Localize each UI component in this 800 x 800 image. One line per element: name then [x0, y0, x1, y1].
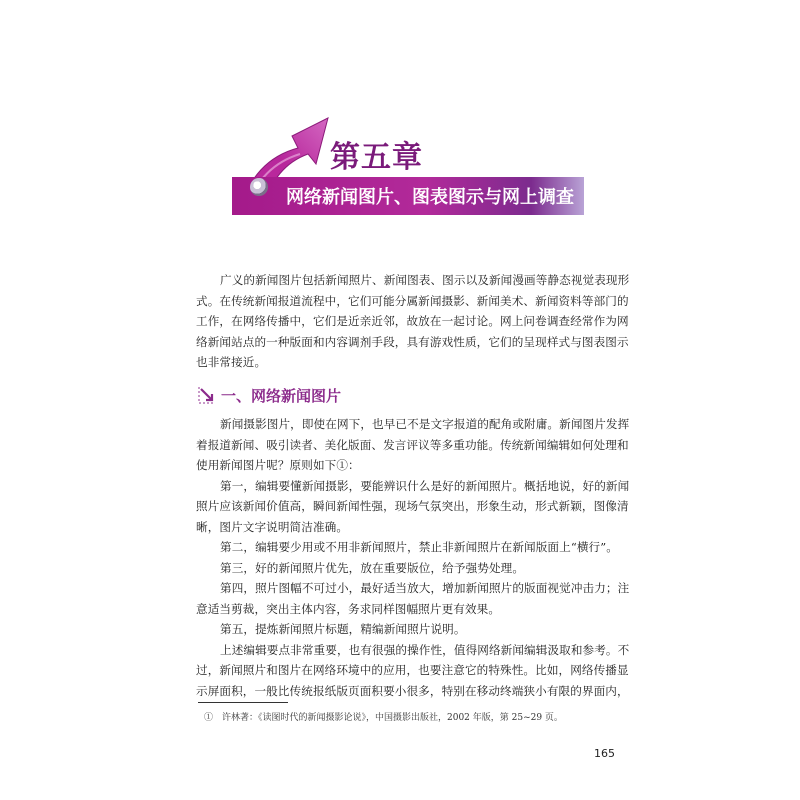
- text-line: 第一，编辑要懂新闻摄影，要能辨识什么是好的新闻照片。概括地说，好的新闻: [220, 478, 630, 493]
- chapter-title: 网络新闻图片、图表图示与网上调查: [286, 187, 574, 208]
- text-line: 第四，照片图幅不可过小，最好适当放大，增加新闻照片的版面视觉冲击力；注: [220, 581, 630, 595]
- text-line: 使用新闻图片呢？原则如下①：: [196, 458, 360, 472]
- footnote-divider: [198, 702, 288, 703]
- text-line: 过，新闻照片和图片在网络环境中的应用，也要注意它的特殊性。比如，网络传播显: [196, 663, 629, 677]
- text-line: 第二，编辑要少用或不用非新闻照片，禁止非新闻照片在新闻版面上“横行”。: [220, 540, 618, 554]
- corner-arrow-icon: [197, 385, 217, 405]
- text-line: 式。在传统新闻报道流程中，它们可能分属新闻摄影、新闻美术、新闻资料等部门的: [196, 293, 629, 308]
- chapter-number: 第五章: [330, 140, 423, 175]
- text-line: 工作，在网络传播中，它们是近亲近邻，故放在一起讨论。网上问卷调查经常作为网: [196, 314, 629, 328]
- text-line: 晰，图片文字说明简洁准确。: [196, 519, 349, 534]
- text-line: 示屏面积，一般比传统报纸版页面积要小很多，特别在移动终端狭小有限的界面内，: [196, 683, 629, 698]
- section-heading: [197, 384, 341, 406]
- body-text: [196, 414, 630, 701]
- text-line: 意适当剪裁，突出主体内容，务求同样图幅照片更有效果。: [196, 601, 501, 616]
- text-line: 着报道新闻、吸引读者、美化版面、发言评议等多重功能。传统新闻编辑如何处理和: [196, 437, 629, 452]
- intro-paragraph: [196, 270, 630, 373]
- section-heading-text: 一、网络新闻图片: [221, 386, 342, 405]
- text-line: 新闻摄影图片，即使在网下，也早已不是文字报道的配角或附庸。新闻图片发挥: [220, 417, 630, 431]
- text-line: 上述编辑要点非常重要，也有很强的操作性，值得网络新闻编辑汲取和参考。不: [220, 642, 630, 657]
- text-line: 照片应该新闻价值高，瞬间新闻性强，现场气氛突出，形象生动，形式新颖，图像清: [196, 499, 629, 513]
- footnote: ① 许林著：《读图时代的新闻摄影论说》，中国摄影出版社，2002 年版，第 25~29 页。: [204, 713, 563, 723]
- text-line: 第五，提炼新闻照片标题，精编新闻照片说明。: [220, 622, 466, 636]
- text-line: 第三，好的新闻照片优先，放在重要版位，给予强势处理。: [220, 560, 525, 575]
- rivet-icon: [250, 178, 268, 196]
- text-line: 也非常接近。: [196, 355, 267, 369]
- page-number: 165: [594, 747, 615, 760]
- text-line: 广义的新闻图片包括新闻照片、新闻图表、图示以及新闻漫画等静态视觉表现形: [220, 273, 630, 287]
- text-line: 络新闻站点的一种版面和内容调剂手段，具有游戏性质，它们的呈现样式与图表图示: [196, 334, 629, 349]
